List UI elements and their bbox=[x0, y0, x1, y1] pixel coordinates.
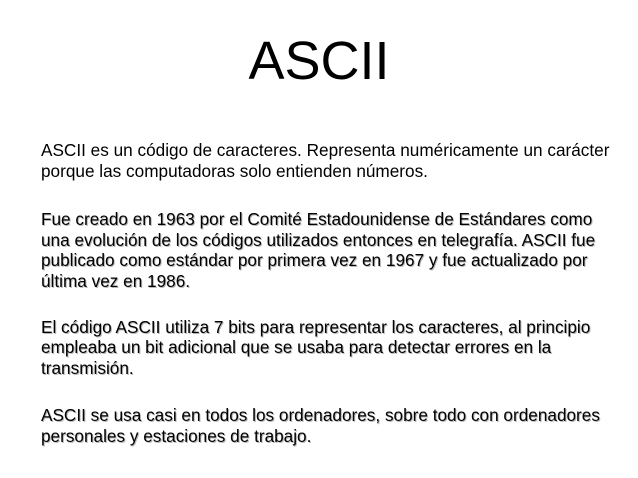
paragraph-definition: ASCII es un código de caracteres. Representa numéricamente un carácter porque las computadoras solo entienden números. bbox=[41, 140, 610, 181]
slide-body bbox=[41, 140, 611, 447]
slide-title: ASCII bbox=[248, 31, 390, 91]
paragraph-history: Fue creado en 1963 por el Comité Estadounidense de Estándares como una evolución de los códigos utilizados entonces en telegrafía. ASCII fue publicado como estándar por primera vez en 1967 y fue actualizado por última vez en 1986. bbox=[41, 209, 596, 291]
paragraph-bits: El código ASCII utiliza 7 bits para representar los caracteres, al principio empleaba un bit adicional que se usaba para detectar errores en la transmisión. bbox=[41, 316, 591, 378]
paragraph-usage: ASCII se usa casi en todos los ordenadores, sobre todo con ordenadores personales y estaciones de trabajo. bbox=[41, 405, 600, 446]
